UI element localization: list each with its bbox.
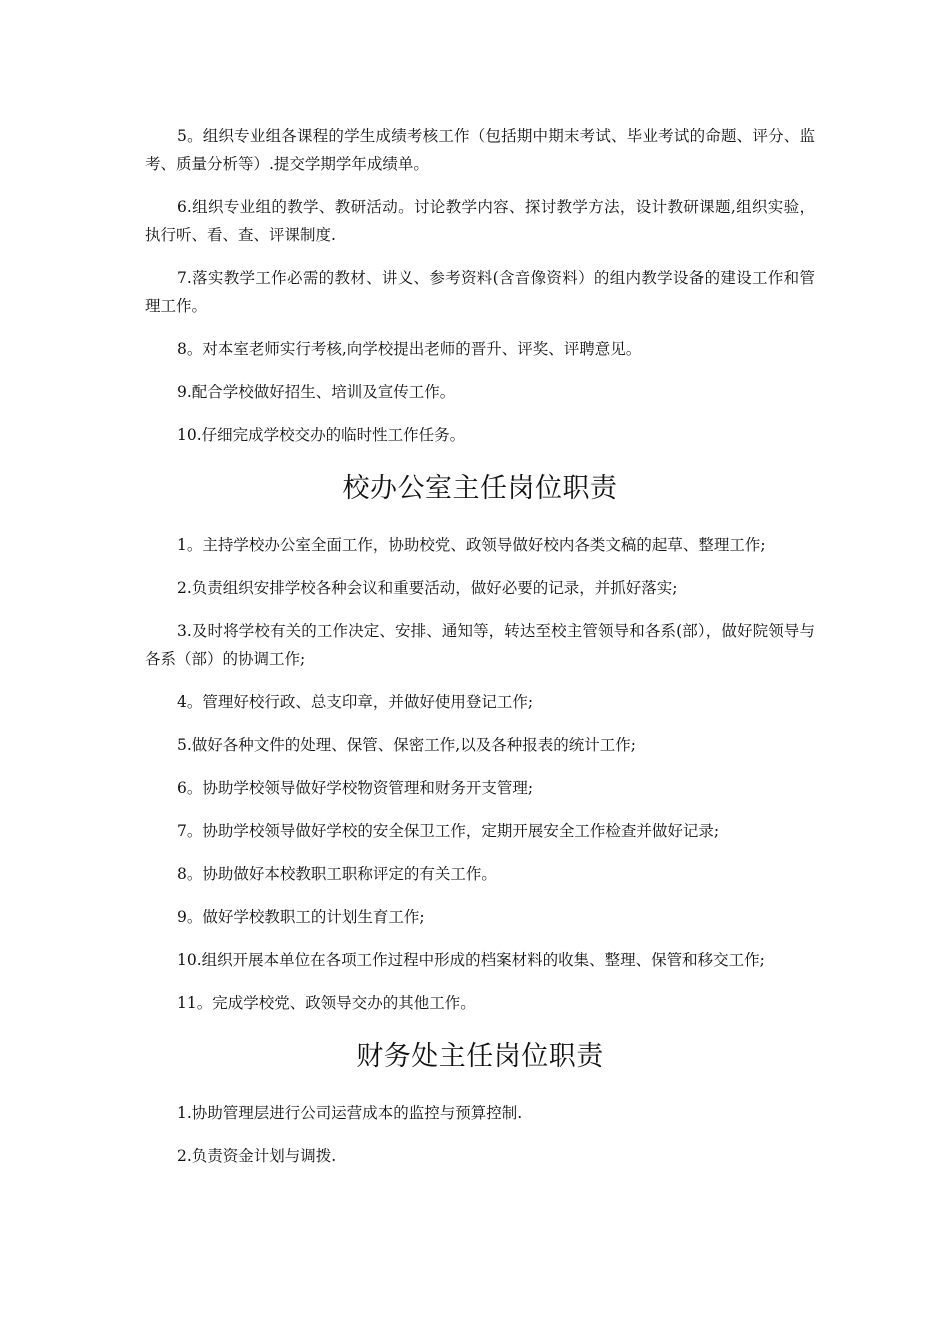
duty-item: 3.及时将学校有关的工作决定、安排、通知等，转达至校主管领导和各系(部），做好院领导与各系（部）的协调工作;: [145, 622, 815, 668]
duty-item: 10.仔细完成学校交办的临时性工作任务。: [177, 426, 466, 444]
duty-item: 4。管理好校行政、总支印章，并做好使用登记工作;: [177, 693, 534, 711]
duty-item: 5.做好各种文件的处理、保管、保密工作,以及各种报表的统计工作;: [177, 736, 636, 754]
section-title-school-office: 校办公室主任岗位职责: [342, 473, 618, 504]
duty-item: 9.配合学校做好招生、培训及宣传工作。: [177, 383, 456, 401]
duty-item: 11。完成学校党、政领导交办的其他工作。: [177, 994, 476, 1012]
duty-item: 8。对本室老师实行考核,向学校提出老师的晋升、评奖、评聘意见。: [177, 340, 642, 358]
section-title-finance: 财务处主任岗位职责: [356, 1041, 604, 1072]
duty-item: 6.组织专业组的教学、教研活动。讨论教学内容、探讨教学方法，设计教研课题,组织实验，执行听、看、查、评课制度.: [145, 198, 815, 244]
duty-item: 9。做好学校教职工的计划生育工作;: [177, 908, 425, 926]
duty-item: 7。协助学校领导做好学校的安全保卫工作，定期开展安全工作检查并做好记录;: [177, 822, 720, 840]
duty-item: 5。组织专业组各课程的学生成绩考核工作（包括期中期末考试、毕业考试的命题、评分、监考、质量分析等）.提交学期学年成绩单。: [145, 127, 815, 173]
duty-item: 8。协助做好本校教职工职称评定的有关工作。: [177, 865, 497, 883]
duty-item: 6。协助学校领导做好学校物资管理和财务开支管理;: [177, 779, 534, 797]
duty-item: 1.协助管理层进行公司运营成本的监控与预算控制.: [177, 1104, 523, 1122]
duty-item: 2.负责资金计划与调拨.: [177, 1147, 337, 1165]
duty-item: 1。主持学校办公室全面工作，协助校党、政领导做好校内各类文稿的起草、整理工作;: [177, 536, 766, 554]
duty-item: 2.负责组织安排学校各种会议和重要活动，做好必要的记录，并抓好落实;: [177, 579, 678, 597]
document-body: [145, 122, 815, 1185]
duty-item: 7.落实教学工作必需的教材、讲义、参考资料(含音像资料）的组内教学设备的建设工作和管理工作。: [145, 269, 815, 315]
duty-item: 10.组织开展本单位在各项工作过程中形成的档案材料的收集、整理、保管和移交工作;: [177, 951, 765, 969]
